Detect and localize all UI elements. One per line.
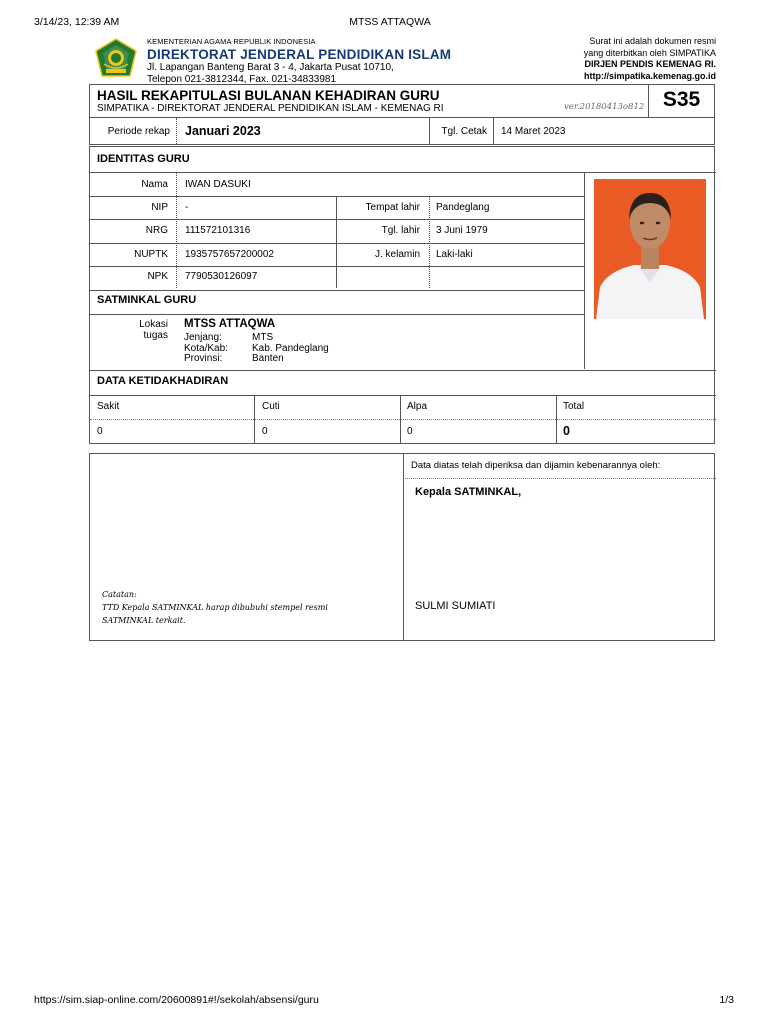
nrg-label: NRG: [145, 225, 168, 236]
org-phone: Telepon 021-3812344, Fax. 021-34833981: [147, 73, 337, 85]
signer-name: SULMI SUMIATI: [415, 600, 496, 612]
jenjang-label: Jenjang:: [184, 332, 222, 343]
nip-label: NIP: [151, 202, 168, 213]
main-data-block: [89, 146, 715, 444]
cuti-label: Cuti: [262, 401, 280, 412]
directorate-name: DIREKTORAT JENDERAL PENDIDIKAN ISLAM: [147, 46, 452, 62]
form-code: S35: [648, 85, 714, 117]
cuti-value: 0: [262, 426, 268, 437]
letterhead: [92, 36, 716, 85]
total-value: 0: [563, 424, 570, 438]
alpa-value: 0: [407, 426, 413, 437]
nip-value: -: [185, 202, 189, 213]
ketidakhadiran-title: DATA KETIDAKHADIRAN: [97, 375, 229, 387]
kota-label: Kota/Kab:: [184, 342, 228, 354]
version-label: ver.20180413o812: [564, 102, 645, 112]
print-page-title: MTSS ATTAQWA: [349, 16, 431, 28]
note-url: http://simpatika.kemenag.go.id: [583, 71, 716, 82]
report-subtitle: SIMPATIKA - DIREKTORAT JENDERAL PENDIDIKAN ISLAM - KEMENAG RI: [97, 103, 444, 114]
nuptk-label: NUPTK: [134, 249, 168, 260]
kemenag-logo-icon: [94, 38, 138, 80]
note-line: Surat ini adalah dokumen resmi: [589, 36, 716, 46]
nrg-value: 111572101316: [185, 225, 251, 236]
provinsi-value: Banten: [252, 353, 284, 364]
catatan-label: Catatan:: [102, 590, 137, 599]
tempat-lahir-value: Pandeglang: [436, 202, 490, 213]
alpa-label: Alpa: [407, 401, 428, 412]
print-page-number: 1/3: [719, 994, 734, 1006]
lokasi-tugas-label-1: Lokasi: [139, 319, 168, 330]
official-document-note: [584, 36, 716, 83]
verified-note: Data diatas telah diperiksa dan dijamin kebenarannya oleh:: [411, 460, 661, 471]
note-line: yang diterbitkan oleh SIMPATIKA: [583, 47, 716, 58]
tgl-cetak-label: Tgl. Cetak: [441, 125, 487, 137]
school-name: MTSS ATTAQWA: [184, 318, 276, 330]
provinsi-label: Provinsi:: [184, 353, 223, 364]
tgl-cetak-value: 14 Maret 2023: [501, 125, 566, 137]
total-label: Total: [563, 401, 585, 412]
periode-label: Periode rekap: [107, 125, 170, 137]
tgl-lahir-label: Tgl. lahir: [381, 225, 420, 236]
jenjang-value: MTS: [252, 332, 274, 343]
catatan-line: TTD Kepala SATMINKAL harap dibubuhi stempel resmi: [102, 603, 328, 612]
org-address: Jl. Lapangan Banteng Barat 3 - 4, Jakarta Pusat 10710,: [147, 62, 394, 74]
identitas-title: IDENTITAS GURU: [97, 153, 190, 165]
print-url: https://sim.siap-online.com/20600891#!/sekolah/absensi/guru: [34, 994, 319, 1006]
tgl-lahir-value: 3 Juni 1979: [436, 225, 488, 236]
nuptk-value: 1935757657200002: [185, 249, 274, 260]
kota-value: Kab. Pandeglang: [252, 342, 329, 354]
periode-value: Januari 2023: [185, 124, 261, 138]
sakit-label: Sakit: [97, 401, 120, 412]
teacher-photo: [594, 179, 706, 319]
tempat-lahir-label: Tempat lahir: [365, 202, 420, 213]
report-title-box: [89, 84, 715, 118]
note-line: DIRJEN PENDIS KEMENAG RI.: [584, 59, 716, 70]
nama-value: IWAN DASUKI: [185, 179, 251, 190]
satminkal-title: SATMINKAL GURU: [97, 294, 197, 306]
nama-label: Nama: [141, 179, 168, 190]
catatan-line: SATMINKAL terkait.: [102, 616, 186, 625]
lokasi-tugas-label-2: tugas: [143, 330, 168, 341]
periode-row: [89, 117, 715, 145]
jenis-kelamin-value: Laki-laki: [436, 249, 473, 260]
ministry-name: KEMENTERIAN AGAMA REPUBLIK INDONESIA: [147, 37, 316, 46]
catatan-block: [102, 588, 328, 627]
npk-label: NPK: [147, 271, 168, 282]
jenis-kelamin-label: J. kelamin: [374, 249, 420, 260]
npk-value: 7790530126097: [185, 271, 258, 282]
report-title: HASIL REKAPITULASI BULANAN KEHADIRAN GURU: [97, 88, 440, 103]
sakit-value: 0: [97, 426, 103, 437]
signature-block: [89, 453, 715, 641]
signer-role: Kepala SATMINKAL,: [415, 486, 522, 498]
print-datetime: 3/14/23, 12:39 AM: [34, 16, 120, 28]
